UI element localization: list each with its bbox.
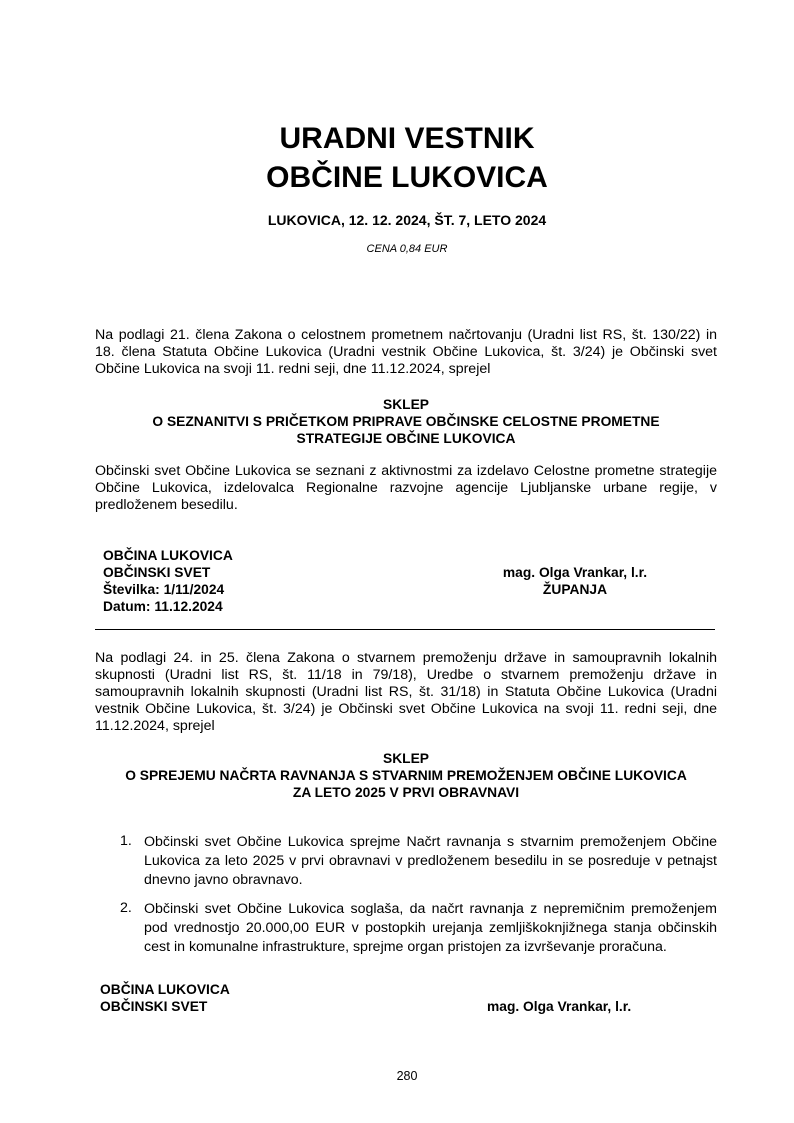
act2-heading-word: SKLEP [383,751,429,766]
act1-signature-left [103,547,233,615]
signature-org: OBČINA LUKOVICA [103,548,233,563]
gazette-title-line2: OBČINE LUKOVICA [266,161,548,194]
act1-heading-word: SKLEP [383,397,429,412]
signature-council: OBČINSKI SVET [100,999,208,1014]
signer-title: ŽUPANJA [542,582,608,597]
act2-intro-line: skupnosti (Uradni list RS, št. 11/18 in 79/18), Uredbe o stvarnem premoženju države in [95,667,717,683]
act2-heading [95,750,717,801]
act1-heading [95,396,717,447]
page-number: 280 [396,1069,418,1083]
document-number: Številka: 1/11/2024 [103,582,225,597]
act1-signature-right [455,564,695,598]
list-item-number: 2. [120,900,132,916]
act1-heading-line: STRATEGIJE OBČINE LUKOVICA [296,431,516,446]
act1-body-line: Občinski svet Občine Lukovica se seznani z aktivnostmi za izdelavo Celostne prometne strategije [95,463,717,479]
act2-item-list [95,833,717,963]
section-divider [95,629,715,630]
list-item-line: Občinski svet Občine Lukovica soglaša, da načrt ravnanja z nepremičnim premoženjem [144,901,717,917]
list-item-line: cest in komunalne infrastrukture, sprejme organ pristojen za izvrševanje proračuna. [144,939,667,955]
signature-org: OBČINA LUKOVICA [100,982,230,997]
act1-intro-line: 18. člena Statuta Občine Lukovica (Uradni vestnik Občine Lukovica, št. 3/24) je Občinski svet [95,344,717,360]
act1-intro-line: Na podlagi 21. člena Zakona o celostnem prometnem načrtovanju (Uradni list RS, št. 130/22) in [95,327,717,343]
list-item-number: 1. [120,833,132,849]
act1-body [95,463,717,514]
price-label: CENA 0,84 EUR [366,243,448,255]
list-item [144,900,717,957]
act2-intro-line: 11.12.2024, sprejel [95,718,215,734]
act1-heading-line: O SEZNANITVI S PRIČETKOM PRIPRAVE OBČINSKE CELOSTNE PROMETNE [152,414,660,429]
list-item-line: Občinski svet Občine Lukovica sprejme Načrt ravnanja s stvarnim premoženjem Občine [144,834,717,850]
document-date: Datum: 11.12.2024 [103,599,223,614]
list-item-line: Lukovica za leto 2025 v prvi obravnavi v predloženem besedilu in se posreduje v petnajst [144,853,717,869]
list-item [144,833,717,890]
act2-heading-line: O SPREJEMU NAČRTA RAVNANJA S STVARNIM PREMOŽENJEM OBČINE LUKOVICA [125,768,687,783]
list-item-line: pod vrednostjo 20.000,00 EUR v postopkih urejanja zemljiškoknjižnega stanja občinskih [144,920,717,936]
act2-intro-line: Na podlagi 24. in 25. člena Zakona o stvarnem premoženju države in samoupravnih lokalnih [95,650,717,666]
issue-line: LUKOVICA, 12. 12. 2024, ŠT. 7, LETO 2024 [267,212,547,228]
act1-intro-line: Občine Lukovica na svoji 11. redni seji, dne 11.12.2024, sprejel [95,361,491,377]
act2-intro-line: vestnik Občine Lukovica, št. 3/24) je Občinski svet Občine Lukovica na svoji 11. redni seji, dne [95,701,717,717]
act2-signature-right [487,998,631,1015]
act1-body-line: predloženem besedilu. [95,497,238,513]
act1-body-line: Občine Lukovica, izdelovalca Regionalne razvojne agencije Ljubljanske urbane regije, v [95,480,717,496]
act2-intro [95,650,717,735]
signer-name: mag. Olga Vrankar, l.r. [502,565,648,580]
act1-intro [95,327,717,378]
signature-council: OBČINSKI SVET [103,565,211,580]
gazette-title-line1: URADNI VESTNIK [279,122,535,155]
act2-heading-line: ZA LETO 2025 V PRVI OBRAVNAVI [292,785,520,800]
signer-name: mag. Olga Vrankar, l.r. [487,999,632,1014]
act2-signature-left [100,981,230,1015]
list-item-line: dnevno javno obravnavo. [144,872,303,888]
act2-intro-line: samoupravnih lokalnih skupnosti (Uradni list RS, št. 31/18) in Statuta Občine Lukovica (Uradni [95,684,717,700]
